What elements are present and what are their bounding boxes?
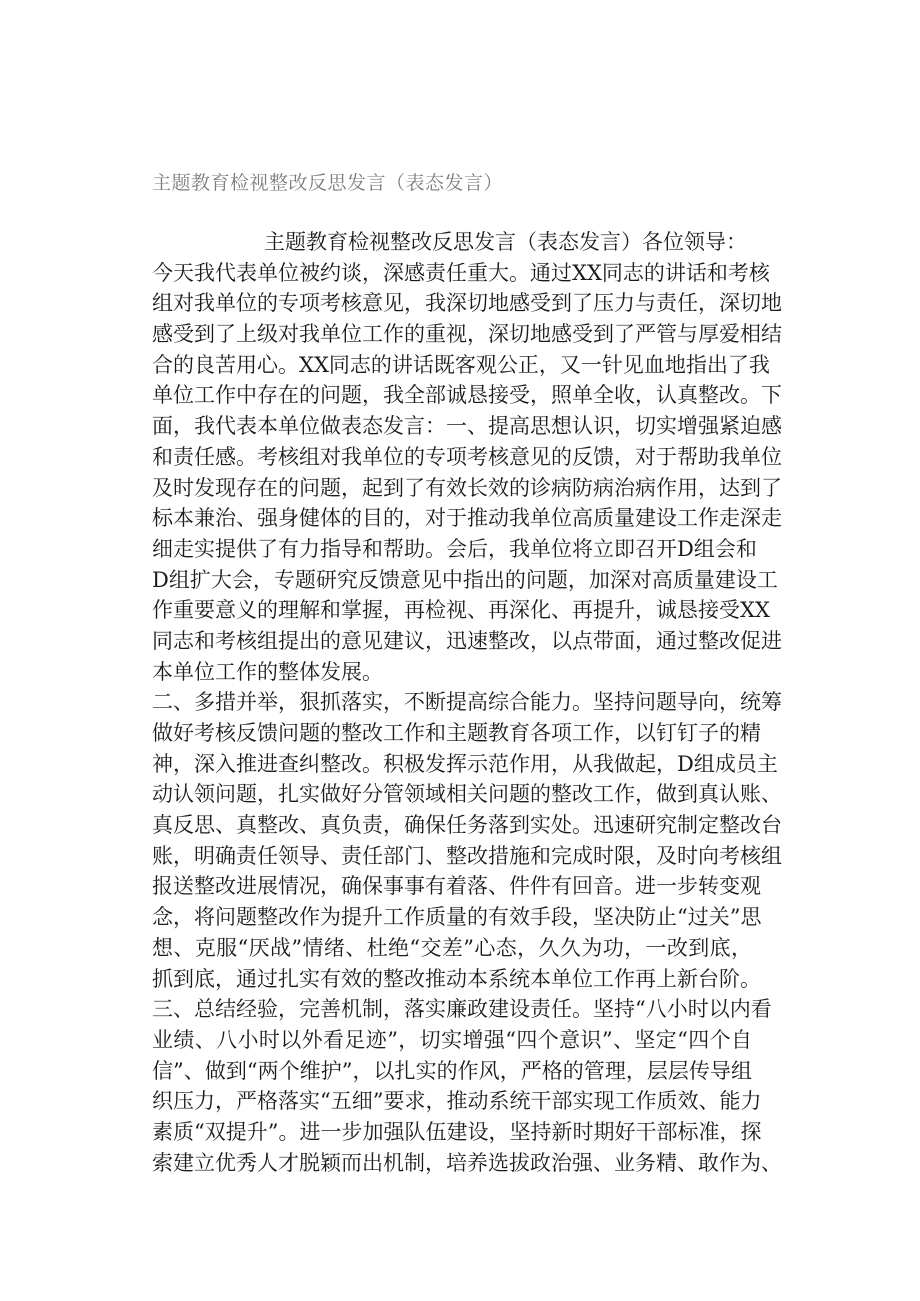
body-line: 业绩、八小时以外看足迹”，切实增强“四个意识”、坚定“四个自 <box>152 1027 752 1052</box>
body-line: 今天我代表单位被约谈，深感责任重大。通过XX同志的讲话和考核 <box>152 260 770 285</box>
body-line: 织压力，严格落实“五细”要求，推动系统干部实现工作质效、能力 <box>152 1089 762 1114</box>
body-line: 面，我代表本单位做表态发言：一、提高思想认识，切实增强紧迫感 <box>152 414 782 439</box>
paragraph-end-line: 本单位工作的整体发展。 <box>152 659 383 684</box>
body-line: 神，深入推进查纠整改。积极发挥示范作用，从我做起，D组成员主 <box>152 751 778 776</box>
body-line: 标本兼治、强身健体的目的，对于推动我单位高质量建设工作走深走 <box>152 506 782 531</box>
body-line: 三、总结经验，完善机制，落实廉政建设责任。坚持“八小时以内看 <box>152 997 772 1022</box>
body-line: 做好考核反馈问题的整改工作和主题教育各项工作，以钉钉子的精 <box>152 721 761 745</box>
body-line: 念，将问题整改作为提升工作质量的有效手段，坚决防止“过关”思 <box>152 905 762 930</box>
body-line: 组对我单位的专项考核意见，我深切地感受到了压力与责任，深切地 <box>152 291 782 316</box>
body-line: 账，明确责任领导、责任部门、整改措施和完成时限，及时向考核组 <box>152 843 782 868</box>
body-line: 动认领问题，扎实做好分管领域相关问题的整改工作，做到真认账、 <box>152 782 782 807</box>
body-line: 报送整改进展情况，确保事事有着落、件件有回音。进一步转变观 <box>152 874 761 899</box>
body-line: 真反思、真整改、真负责，确保任务落到实处。迅速研究制定整改台 <box>152 813 782 838</box>
body-line: 和责任感。考核组对我单位的专项考核意见的反馈，对于帮助我单位 <box>152 444 782 469</box>
body-line: 素质“双提升”。进一步加强队伍建设，坚持新时期好干部标准，探 <box>152 1119 762 1144</box>
body-line: 合的良苦用心。XX同志的讲话既客观公正，又一针见血地指出了我 <box>152 352 770 377</box>
body-line: 想、克服“厌战”情绪、杜绝“交差”心态，久久为功，一改到底， <box>152 935 752 960</box>
paragraph-end-line: 抓到底，通过扎实有效的整改推动本系统本单位工作再上新台阶。 <box>152 966 761 991</box>
body-line: 信”、做到“两个维护”，以扎实的作风，严格的管理，层层传导组 <box>152 1058 752 1083</box>
document-body <box>152 227 782 1178</box>
document-title: 主题教育检视整改反思发言（表态发言） <box>152 172 504 194</box>
body-line: 及时发现存在的问题，起到了有效长效的诊病防病治病作用，达到了 <box>152 475 782 500</box>
body-line: D组扩大会，专题研究反馈意见中指出的问题，加深对高质量建设工 <box>152 567 778 592</box>
body-line: 感受到了上级对我单位工作的重视，深切地感受到了严管与厚爱相结 <box>152 322 782 347</box>
body-line: 细走实提供了有力指导和帮助。会后，我单位将立即召开D组会和 <box>152 536 757 561</box>
body-line: 同志和考核组提出的意见建议，迅速整改，以点带面，通过整改促进 <box>152 628 782 653</box>
body-line: 作重要意义的理解和掌握，再检视、再深化、再提升，诚恳接受XX <box>152 598 770 623</box>
body-line: 二、多措并举，狠抓落实，不断提高综合能力。坚持问题导向，统筹 <box>152 690 782 715</box>
body-line: 索建立优秀人才脱颖而出机制，培养选拔政治强、业务精、敢作为、 <box>152 1150 782 1175</box>
salutation-line: 主题教育检视整改反思发言（表态发言）各位领导： <box>264 230 747 254</box>
body-line: 单位工作中存在的问题，我全部诚恳接受，照单全收，认真整改。下 <box>152 383 782 408</box>
